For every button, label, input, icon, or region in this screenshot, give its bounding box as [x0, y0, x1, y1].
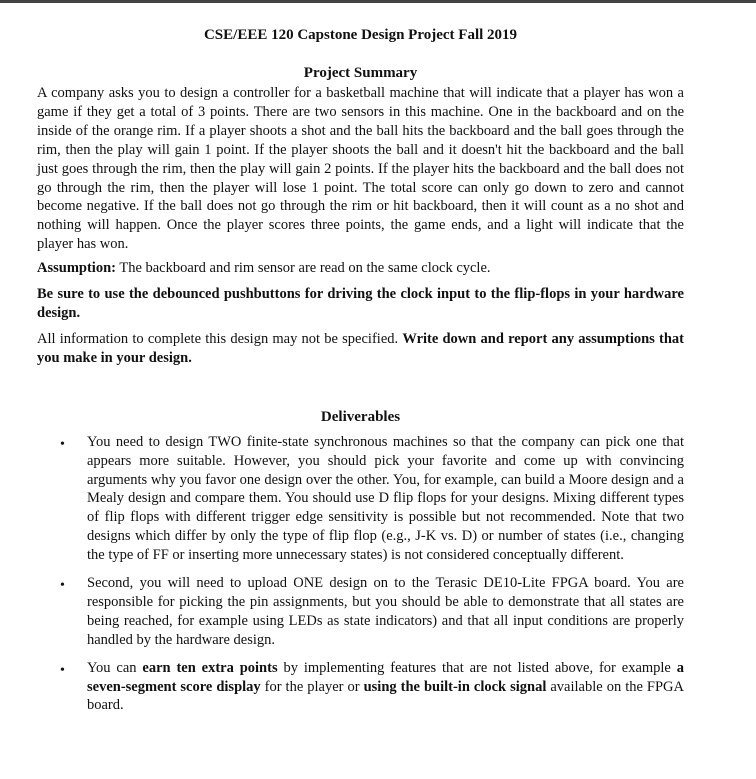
- info-bold-text: Write down and report any assumptions that you make in your design.: [37, 330, 684, 366]
- bullet-icon: •: [60, 662, 65, 678]
- extra-points-bold1: earn ten extra points: [142, 659, 278, 676]
- extra-points-bold3: using the built-in clock signal: [363, 678, 547, 695]
- project-summary-paragraph: A company asks you to design a controller for a basketball machine that will indicate that a player has won a game if they get a total of 3 points. There are two sensors in this machine. One in the backboard and on the inside of the orange rim. If a player shoots a shot and the ball hits the backboard and the ball goes through the rim, then the play will gain 1 point. If the player shoots the ball and it doesn't hit the backboard and the ball just goes through the rim, then the play will gain 2 points. If the player hits the backboard and the ball does not go through the rim, then the player will lose 1 point. The total score can only go down to zero and cannot become negative. If the ball does not go through the rim or hit backboard, then it will count as a no shot and nothing will happen. Once the player scores three points, the game ends, and a light will indicate that the player has won.: [37, 85, 684, 253]
- deliverable-text-2: Second, you will need to upload ONE design on to the Terasic DE10-Lite FPGA board. You are responsible for picking the pin assignments, but you should be able to demonstrate that all states are being reached, for example using LEDs as state indicators) and that all input conditions are properly handled by the hardware design.: [87, 575, 684, 648]
- deliverable-text-1: You need to design TWO finite-state synchronous machines so that the company can pick one that appears more suitable. However, you should pick your favorite and come up with convincing arguments why you favor one design over the other. You, for example, can build a Moore design and a Mealy design and compare them. You should use D flip flops for your designs. Mixing different types of flip flops with different trigger edge sensitivity is possible but not recommended. Note that two designs which differ by only the type of flip flop (e.g., J-K vs. D) or number of states (i.e., changing the type of FF or inserting more unnecessary states) is not considered conceptually different.: [87, 433, 684, 564]
- extra-points-text-part1: You can: [87, 659, 143, 676]
- document-title: CSE/EEE 120 Capstone Design Project Fall 2019: [203, 27, 518, 43]
- deliverable-text-3: [87, 659, 684, 716]
- list-item: [37, 659, 684, 716]
- deliverables-list: [37, 433, 684, 716]
- info-paragraph: [37, 330, 684, 368]
- extra-points-text-part2: by implementing features that are not listed above, for example: [277, 659, 677, 676]
- project-summary-heading: Project Summary: [303, 65, 418, 81]
- list-item: [37, 574, 684, 650]
- document-page: [37, 25, 684, 724]
- extra-points-text-part4: available on the FPGA board.: [87, 678, 684, 714]
- top-border-rule: [0, 0, 756, 3]
- bullet-icon: •: [60, 436, 65, 452]
- bullet-icon: •: [60, 578, 65, 594]
- extra-points-bold2: a seven-segment score display: [87, 659, 684, 695]
- deliverables-heading: Deliverables: [320, 408, 401, 425]
- assumption-paragraph: [37, 259, 684, 278]
- assumption-text: The backboard and rim sensor are read on the same clock cycle.: [115, 260, 491, 277]
- info-text: All information to complete this design may not be specified.: [37, 330, 403, 347]
- debounce-note: Be sure to use the debounced pushbuttons for driving the clock input to the flip-flops in your hardware design.: [37, 286, 684, 321]
- extra-points-text-part3: for the player or: [260, 678, 364, 695]
- assumption-label: Assumption:: [37, 260, 116, 277]
- list-item: [37, 433, 684, 565]
